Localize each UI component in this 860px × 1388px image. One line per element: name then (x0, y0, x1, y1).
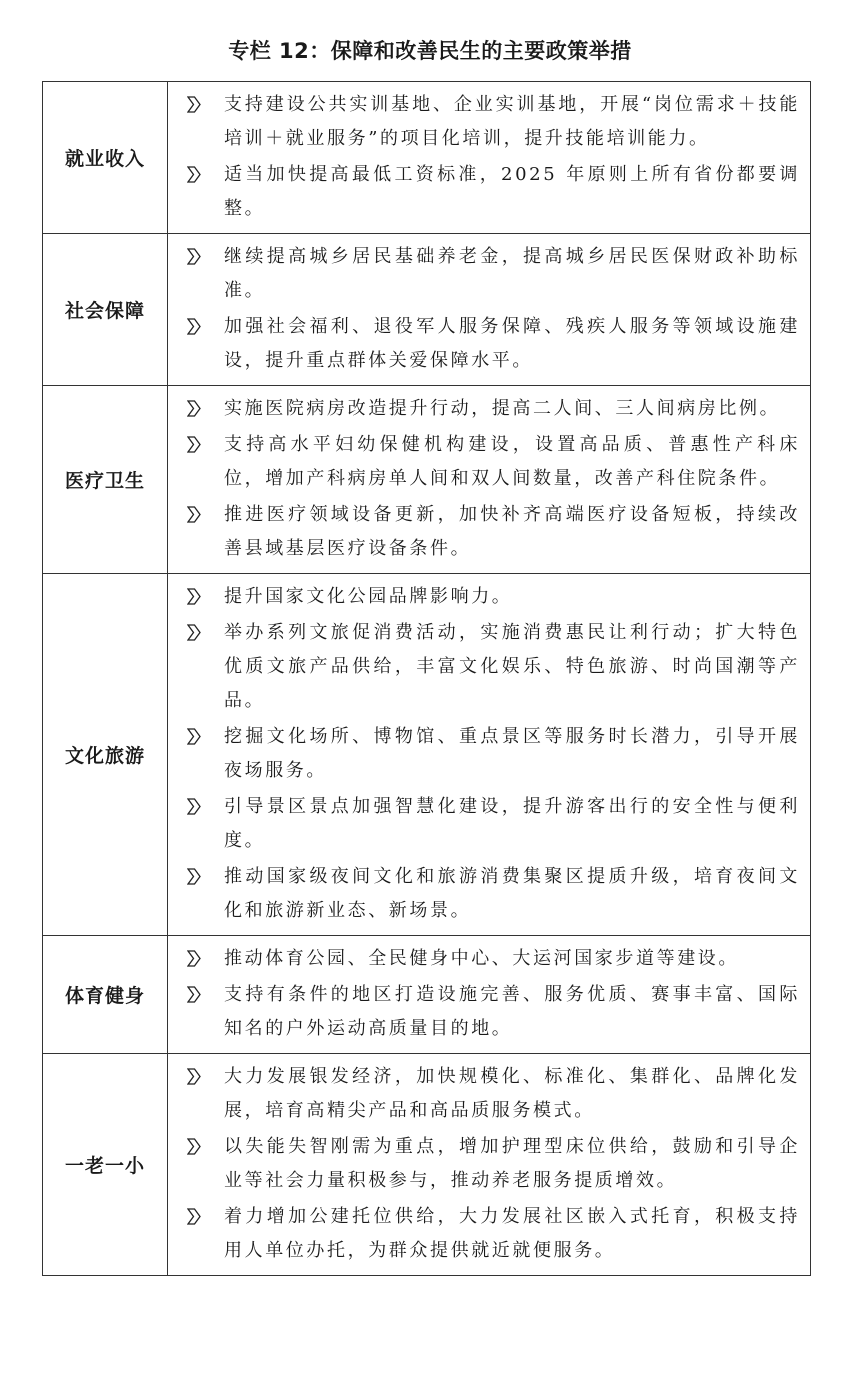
policy-row (43, 1054, 811, 1276)
measure-text: 引导景区景点加强智慧化建设，提升游客出行的安全性与便利度。 (224, 796, 800, 851)
measure-text: 继续提高城乡居民基础养老金，提高城乡居民医保财政补助标准。 (224, 246, 800, 301)
measure-item (168, 942, 800, 976)
policy-table (42, 81, 811, 1276)
measure-item (168, 580, 800, 614)
policy-table-body (43, 82, 811, 1276)
arrow-right-outline-icon (187, 950, 201, 967)
measure-item (168, 1060, 800, 1128)
measure-text: 推进医疗领域设备更新，加快补齐高端医疗设备短板，持续改善县域基层医疗设备条件。 (224, 504, 800, 559)
arrow-right-outline-icon (187, 588, 201, 605)
measures-cell (168, 1054, 811, 1276)
measure-text: 提升国家文化公园品牌影响力。 (224, 586, 513, 607)
measure-text: 大力发展银发经济，加快规模化、标准化、集群化、品牌化发展，培育高精尖产品和高品质服务模式。 (224, 1066, 800, 1121)
arrow-right-outline-icon (187, 728, 201, 745)
measures-cell (168, 386, 811, 574)
measure-text: 支持有条件的地区打造设施完善、服务优质、赛事丰富、国际知名的户外运动高质量目的地。 (224, 984, 800, 1039)
measure-item (168, 240, 800, 308)
policy-row (43, 82, 811, 234)
category-label: 社会保障 (43, 234, 168, 386)
measure-item (168, 1130, 800, 1198)
measure-text: 以失能失智刚需为重点，增加护理型床位供给，鼓励和引导企业等社会力量积极参与，推动养老服务提质增效。 (224, 1136, 800, 1191)
measure-item (168, 392, 800, 426)
measure-item (168, 790, 800, 858)
measure-text: 着力增加公建托位供给，大力发展社区嵌入式托育，积极支持用人单位办托，为群众提供就近就便服务。 (224, 1206, 800, 1261)
arrow-right-outline-icon (187, 986, 201, 1003)
measure-text: 举办系列文旅促消费活动，实施消费惠民让利行动；扩大特色优质文旅产品供给，丰富文化娱乐、特色旅游、时尚国潮等产品。 (224, 622, 800, 711)
measure-text: 挖掘文化场所、博物馆、重点景区等服务时长潜力，引导开展夜场服务。 (224, 726, 800, 781)
measure-text: 推动体育公园、全民健身中心、大运河国家步道等建设。 (224, 948, 739, 969)
category-label: 文化旅游 (43, 574, 168, 936)
measure-item (168, 498, 800, 566)
measure-text: 支持高水平妇幼保健机构建设，设置高品质、普惠性产科床位，增加产科病房单人间和双人间数量，改善产科住院条件。 (224, 434, 800, 489)
category-label: 一老一小 (43, 1054, 168, 1276)
category-label: 体育健身 (43, 936, 168, 1054)
arrow-right-outline-icon (187, 248, 201, 265)
measures-cell (168, 574, 811, 936)
category-label: 医疗卫生 (43, 386, 168, 574)
measures-cell (168, 234, 811, 386)
measure-item (168, 720, 800, 788)
measure-item (168, 1200, 800, 1268)
arrow-right-outline-icon (187, 868, 201, 885)
measure-text: 加强社会福利、退役军人服务保障、残疾人服务等领域设施建设，提升重点群体关爱保障水平。 (224, 316, 800, 371)
measure-item (168, 616, 800, 718)
policy-row (43, 386, 811, 574)
page-title: 专栏 12：保障和改善民生的主要政策举措 (228, 39, 632, 63)
policy-row (43, 574, 811, 936)
measures-cell (168, 936, 811, 1054)
arrow-right-outline-icon (187, 1138, 201, 1155)
arrow-right-outline-icon (187, 318, 201, 335)
arrow-right-outline-icon (187, 506, 201, 523)
arrow-right-outline-icon (187, 400, 201, 417)
arrow-right-outline-icon (187, 166, 201, 183)
measure-item (168, 158, 800, 226)
measure-item (168, 860, 800, 928)
arrow-right-outline-icon (187, 1208, 201, 1225)
policy-row (43, 936, 811, 1054)
arrow-right-outline-icon (187, 798, 201, 815)
arrow-right-outline-icon (187, 624, 201, 641)
measure-item (168, 428, 800, 496)
measure-item (168, 978, 800, 1046)
category-label: 就业收入 (43, 82, 168, 234)
measure-item (168, 88, 800, 156)
arrow-right-outline-icon (187, 1068, 201, 1085)
arrow-right-outline-icon (187, 96, 201, 113)
measure-text: 实施医院病房改造提升行动，提高二人间、三人间病房比例。 (224, 398, 781, 419)
measure-text: 推动国家级夜间文化和旅游消费集聚区提质升级，培育夜间文化和旅游新业态、新场景。 (224, 866, 800, 921)
measure-item (168, 310, 800, 378)
arrow-right-outline-icon (187, 436, 201, 453)
measure-text: 支持建设公共实训基地、企业实训基地，开展“岗位需求＋技能培训＋就业服务”的项目化培训，提升技能培训能力。 (224, 94, 800, 149)
measure-text: 适当加快提高最低工资标准，2025 年原则上所有省份都要调整。 (224, 164, 800, 219)
measures-cell (168, 82, 811, 234)
policy-row (43, 234, 811, 386)
